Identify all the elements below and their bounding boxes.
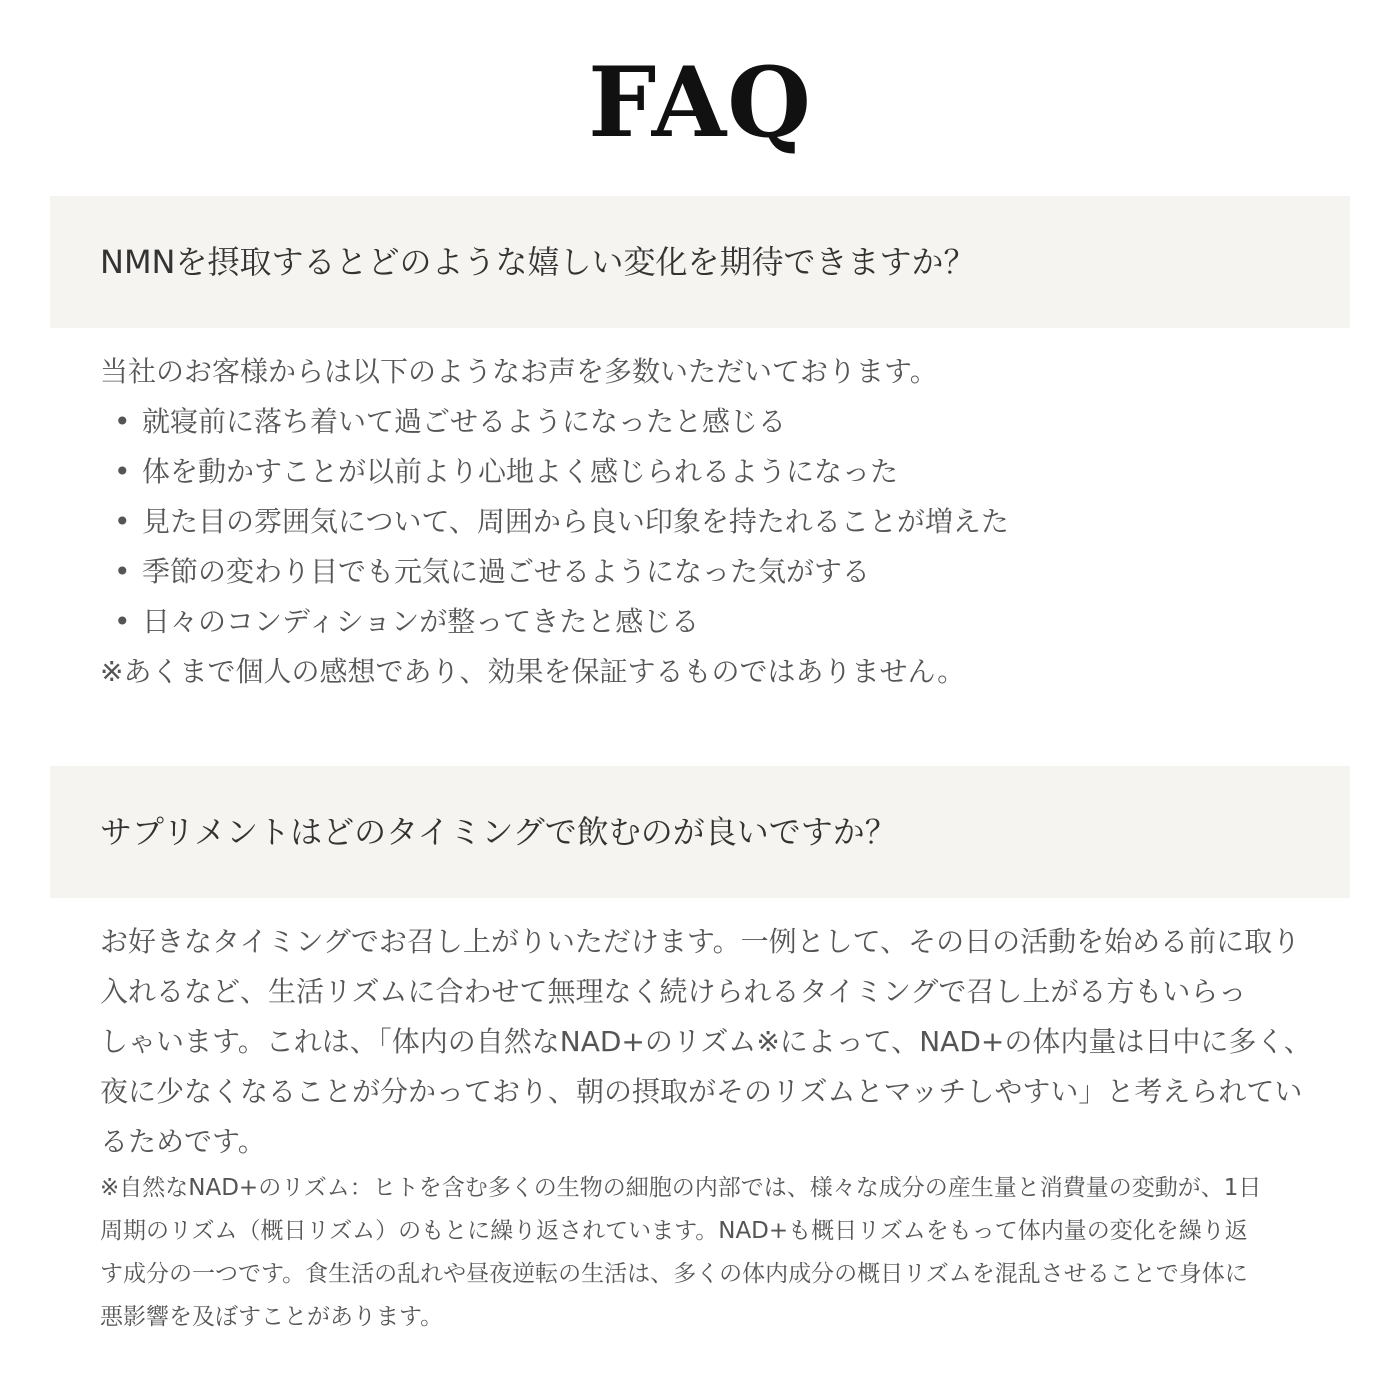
- footnote-line: す成分の一つです。食生活の乱れや昼夜逆転の生活は、多くの体内成分の概日リズムを混乱させることで身体に: [100, 1261, 1248, 1287]
- faq-answer-2: [100, 917, 1312, 1339]
- answer-line: しゃいます。これは、「体内の自然なNAD+のリズム※によって、NAD+の体内量は日中に多く、: [100, 1025, 1312, 1058]
- list-item: [100, 497, 1300, 547]
- footnote-line: 周期のリズム（概日リズム）のもとに繰り返されています。NAD+も概日リズムをもって体内量の変化を繰り返: [100, 1218, 1248, 1244]
- bullet-icon: •: [114, 505, 131, 538]
- faq-answer-1-intro: 当社のお客様からは以下のようなお声を多数いただいております。: [100, 355, 938, 388]
- answer-line: るためです。: [100, 1125, 266, 1158]
- answer-line: お好きなタイミングでお召し上がりいただけます。一例として、その日の活動を始める前に取り: [100, 925, 1301, 958]
- footnote-line: 悪影響を及ぼすことがあります。: [100, 1304, 444, 1330]
- faq-question-1-text: NMNを摂取するとどのような嬉しい変化を期待できますか？: [100, 243, 976, 281]
- faq-answer-1-disclaimer: ※あくまで個人の感想であり、効果を保証するものではありません。: [100, 655, 966, 688]
- faq-question-1[interactable]: [50, 196, 1350, 328]
- list-item-text: 就寝前に落ち着いて過ごせるようになったと感じる: [142, 405, 787, 438]
- list-item: [100, 547, 1300, 597]
- answer-line: 入れるなど、生活リズムに合わせて無理なく続けられるタイミングで召し上がる方もいらっ: [100, 975, 1247, 1008]
- list-item: [100, 447, 1300, 497]
- bullet-icon: •: [114, 405, 131, 438]
- bullet-icon: •: [114, 555, 131, 588]
- faq-answer-2-body: [100, 917, 1312, 1167]
- faq-question-2-text: サプリメントはどのタイミングで飲むのが良いですか？: [100, 813, 897, 851]
- faq-question-2[interactable]: [50, 766, 1350, 898]
- list-item-text: 季節の変わり目でも元気に過ごせるようになった気がする: [142, 555, 871, 588]
- list-item: [100, 597, 1300, 647]
- faq-answer-2-footnote: [100, 1167, 1300, 1339]
- page-title: FAQ: [588, 46, 812, 159]
- answer-line: 夜に少なくなることが分かっており、朝の摂取がそのリズムとマッチしやすい」と考えられてい: [100, 1075, 1303, 1108]
- faq-answer-1: [100, 347, 1300, 697]
- list-item-text: 体を動かすことが以前より心地よく感じられるようになった: [142, 455, 899, 488]
- bullet-icon: •: [114, 605, 131, 638]
- list-item: [100, 397, 1300, 447]
- list-item-text: 見た目の雰囲気について、周囲から良い印象を持たれることが増えた: [142, 505, 1009, 538]
- faq-answer-1-list: [100, 397, 1300, 647]
- footnote-line: ※自然なNAD+のリズム：ヒトを含む多くの生物の細胞の内部では、様々な成分の産生量と消費量の変動が、1日: [100, 1175, 1262, 1201]
- list-item-text: 日々のコンディションが整ってきたと感じる: [142, 605, 700, 638]
- bullet-icon: •: [114, 455, 131, 488]
